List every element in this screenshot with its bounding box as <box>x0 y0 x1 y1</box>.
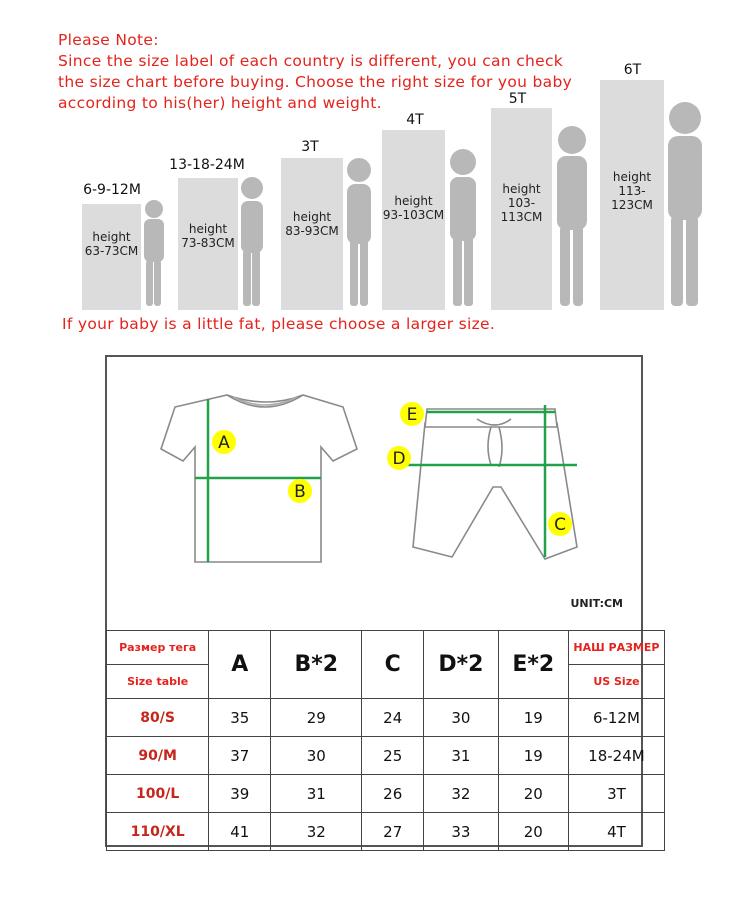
age-label: 3T <box>301 139 319 155</box>
height-bar <box>491 108 552 310</box>
shorts-icon <box>413 409 577 559</box>
svg-text:E: E <box>406 405 418 425</box>
table-cell: 32 <box>424 775 498 813</box>
table-cell: 30 <box>424 699 498 737</box>
table-row <box>107 699 665 737</box>
height-word: height <box>612 170 652 184</box>
height-range: 83-93CM <box>285 224 339 238</box>
table-cell: 35 <box>209 699 271 737</box>
row-tag-size: 90/M <box>107 737 209 775</box>
child-silhouette-icon <box>550 116 594 310</box>
note-heading: Please Note: <box>58 31 159 49</box>
svg-text:B: B <box>294 482 306 502</box>
table-cell: 37 <box>209 737 271 775</box>
table-cell: 27 <box>362 813 424 851</box>
header-tag-size: Размер тега <box>107 631 209 665</box>
height-bar <box>600 80 664 310</box>
column-header: A <box>209 631 271 699</box>
height-bar <box>281 158 343 310</box>
note-line-3: according to his(her) height and weight. <box>58 94 382 112</box>
child-silhouette-icon <box>235 170 269 310</box>
column-header: C <box>362 631 424 699</box>
child-silhouette-icon <box>341 150 377 310</box>
table-cell: 26 <box>362 775 424 813</box>
height-range: 63-73CM <box>84 244 139 258</box>
age-label: 4T <box>406 112 424 128</box>
size-table <box>106 630 665 851</box>
fat-baby-note: If your baby is a little fat, please choose a larger size. <box>62 315 496 333</box>
marker-e <box>400 402 424 426</box>
height-bar <box>382 130 445 310</box>
table-cell: 24 <box>362 699 424 737</box>
height-word: height <box>188 222 228 236</box>
height-bar <box>82 204 141 310</box>
height-word: height <box>394 194 433 208</box>
svg-text:D: D <box>392 449 406 469</box>
header-size-table: Size table <box>107 665 209 699</box>
age-label: 13-18-24M <box>169 157 245 173</box>
table-cell: 41 <box>209 813 271 851</box>
height-word: height <box>502 182 541 196</box>
child-silhouette-icon <box>660 92 710 310</box>
table-cell: 20 <box>498 775 568 813</box>
row-us-size: 18-24M <box>568 737 664 775</box>
height-word: height <box>292 210 332 224</box>
header-our-size: НАШ РАЗМЕР <box>568 631 664 665</box>
table-cell: 25 <box>362 737 424 775</box>
table-cell: 33 <box>424 813 498 851</box>
marker-b <box>288 479 312 503</box>
row-us-size: 6-12M <box>568 699 664 737</box>
table-cell: 32 <box>271 813 362 851</box>
row-us-size: 3T <box>568 775 664 813</box>
marker-c <box>548 512 572 536</box>
unit-label: UNIT:CM <box>570 597 623 610</box>
height-range: 113-123CM <box>611 184 653 212</box>
child-silhouette-icon <box>139 193 169 310</box>
table-cell: 39 <box>209 775 271 813</box>
column-header: E*2 <box>498 631 568 699</box>
height-range: 103-113CM <box>500 196 543 224</box>
column-header: D*2 <box>424 631 498 699</box>
note-line-2: the size chart before buying. Choose the right size for you baby <box>58 73 573 91</box>
table-cell: 20 <box>498 813 568 851</box>
table-row <box>107 775 665 813</box>
table-header-row <box>107 631 665 665</box>
table-cell: 31 <box>424 737 498 775</box>
table-row <box>107 813 665 851</box>
marker-d <box>387 446 411 470</box>
child-silhouette-icon <box>443 140 483 310</box>
marker-a <box>212 430 236 454</box>
table-row <box>107 737 665 775</box>
height-word: height <box>92 230 131 244</box>
table-cell: 29 <box>271 699 362 737</box>
height-bar <box>178 178 238 310</box>
table-cell: 19 <box>498 737 568 775</box>
row-tag-size: 80/S <box>107 699 209 737</box>
column-header: B*2 <box>271 631 362 699</box>
svg-text:A: A <box>218 433 230 453</box>
age-label: 5T <box>508 91 527 107</box>
garment-sketch <box>107 357 641 627</box>
row-tag-size: 110/XL <box>107 813 209 851</box>
row-us-size: 4T <box>568 813 664 851</box>
height-range: 73-83CM <box>181 236 235 250</box>
row-tag-size: 100/L <box>107 775 209 813</box>
age-label: 6-9-12M <box>83 182 141 198</box>
age-label: 6T <box>623 62 642 78</box>
height-range: 93-103CM <box>382 208 445 222</box>
header-us-size: US Size <box>568 665 664 699</box>
table-cell: 19 <box>498 699 568 737</box>
svg-text:C: C <box>554 515 566 535</box>
note-line-1: Since the size label of each country is different, you can check <box>58 52 564 70</box>
table-cell: 31 <box>271 775 362 813</box>
table-cell: 30 <box>271 737 362 775</box>
